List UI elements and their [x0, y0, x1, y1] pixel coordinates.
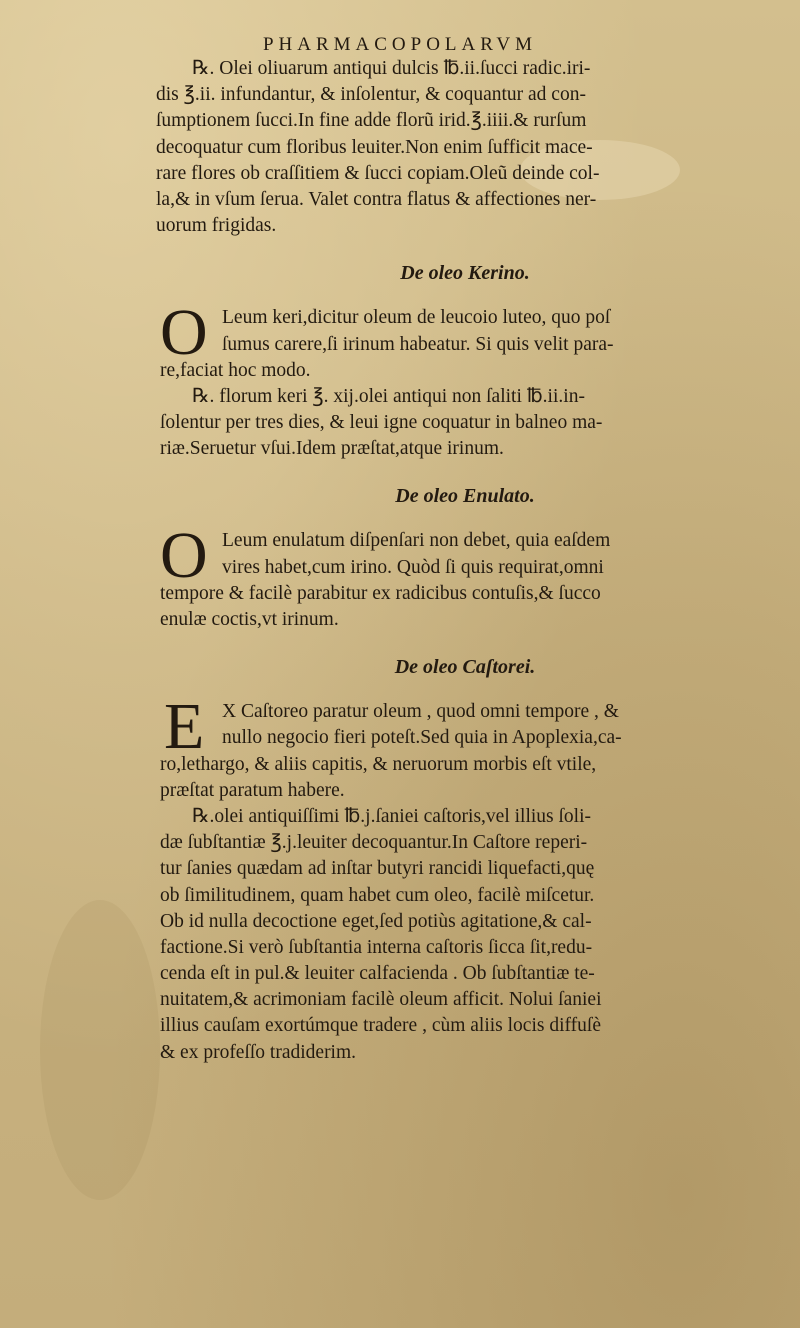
text-line: ſolentur per tres dies, & leui igne coquatur in balneo ma- — [160, 412, 603, 434]
text-line: nuitatem,& acrimoniam facilè oleum afficit. Nolui ſaniei — [160, 989, 602, 1011]
text-line: tempore & facilè parabitur ex radicibus contuſis,& ſucco — [160, 582, 601, 604]
text-line: ſumus carere,ſi irinum habeatur. Si quis velit para- — [222, 333, 614, 355]
drop-capital: O — [160, 296, 208, 370]
text-line: illius cauſam exortúmque tradere , cùm aliis locis diffuſè — [160, 1015, 601, 1037]
text-line: ob ſimilitudinem, quam habet cum oleo, facilè miſcetur. — [160, 884, 595, 906]
drop-capital: E — [164, 690, 205, 764]
text-line: ℞.olei antiquiſſimi ℔.j.ſaniei caſtoris,vel illius ſoli- — [192, 805, 591, 827]
text-line: tur ſanies quædam ad inſtar butyri rancidi liquefacti,quę — [160, 858, 595, 880]
section-heading: De oleo Kerino. — [400, 262, 530, 285]
drop-capital: O — [160, 519, 208, 593]
text-line: vires habet,cum irino. Quòd ſi quis requirat,omni — [222, 556, 604, 578]
paragraph-kerino — [160, 296, 770, 462]
paragraph-irinum — [156, 56, 766, 239]
text-line: factione.Si verò ſubſtantia interna caſtoris ſicca ſit,redu- — [160, 936, 593, 958]
text-line: Leum enulatum diſpenſari non debet, quia eaſdem — [222, 530, 611, 552]
paper-stain — [40, 900, 160, 1200]
section-heading: De oleo Caſtorei. — [394, 656, 536, 679]
text-line: la,& in vſum ſerua. Valet contra flatus & affectiones ner- — [156, 188, 597, 210]
text-line: ſumptionem ſucci.In fine adde florũ irid.℥.iiii.& rurſum — [156, 110, 587, 132]
text-line: re,faciat hoc modo. — [160, 359, 311, 381]
text-line: dis ℥.ii. infundantur, & inſolentur, & coquantur ad con- — [156, 84, 586, 106]
text-line: & ex profeſſo tradiderim. — [160, 1041, 357, 1063]
paragraph-castorei — [160, 690, 770, 1066]
text-line: ro,lethargo, & aliis capitis, & neruorum morbis eſt vtile, — [160, 753, 597, 775]
text-line: riæ.Seruetur vſui.Idem præſtat,atque irinum. — [160, 438, 504, 460]
paragraph-enulato — [160, 519, 770, 633]
text-line: dæ ſubſtantiæ ℥.j.leuiter decoquantur.In Caſtore reperi- — [160, 832, 588, 854]
text-line: cenda eſt in pul.& leuiter calfacienda . Ob ſubſtantiæ te- — [160, 963, 595, 985]
text-line: præſtat paratum habere. — [160, 779, 345, 801]
text-line: uorum frigidas. — [156, 215, 277, 237]
text-line: Leum keri,dicitur oleum de leucoio luteo, quo poſ — [222, 307, 611, 329]
text-line: X Caſtoreo paratur oleum , quod omni tempore , & — [222, 701, 619, 723]
text-line: Ob id nulla decoctione eget,ſed potiùs agitatione,& cal- — [160, 910, 592, 932]
running-head: PHARMACOPOLARVM — [262, 34, 538, 55]
text-line: nullo negocio fieri poteſt.Sed quia in Apoplexia,ca- — [222, 727, 622, 749]
text-line: ℞. Olei oliuarum antiqui dulcis ℔.ii.ſucci radic.iri- — [192, 58, 591, 79]
text-line: decoquatur cum floribus leuiter.Non enim ſufficit mace- — [156, 136, 593, 158]
text-line: enulæ coctis,vt irinum. — [160, 609, 339, 630]
text-line: rare flores ob craſſitiem & ſucci copiam.Oleũ deinde col- — [156, 162, 600, 184]
section-heading: De oleo Enulato. — [395, 485, 535, 508]
text-block — [156, 56, 770, 1066]
text-line: ℞. florum keri ℥. xij.olei antiqui non ſaliti ℔.ii.in- — [192, 385, 585, 407]
